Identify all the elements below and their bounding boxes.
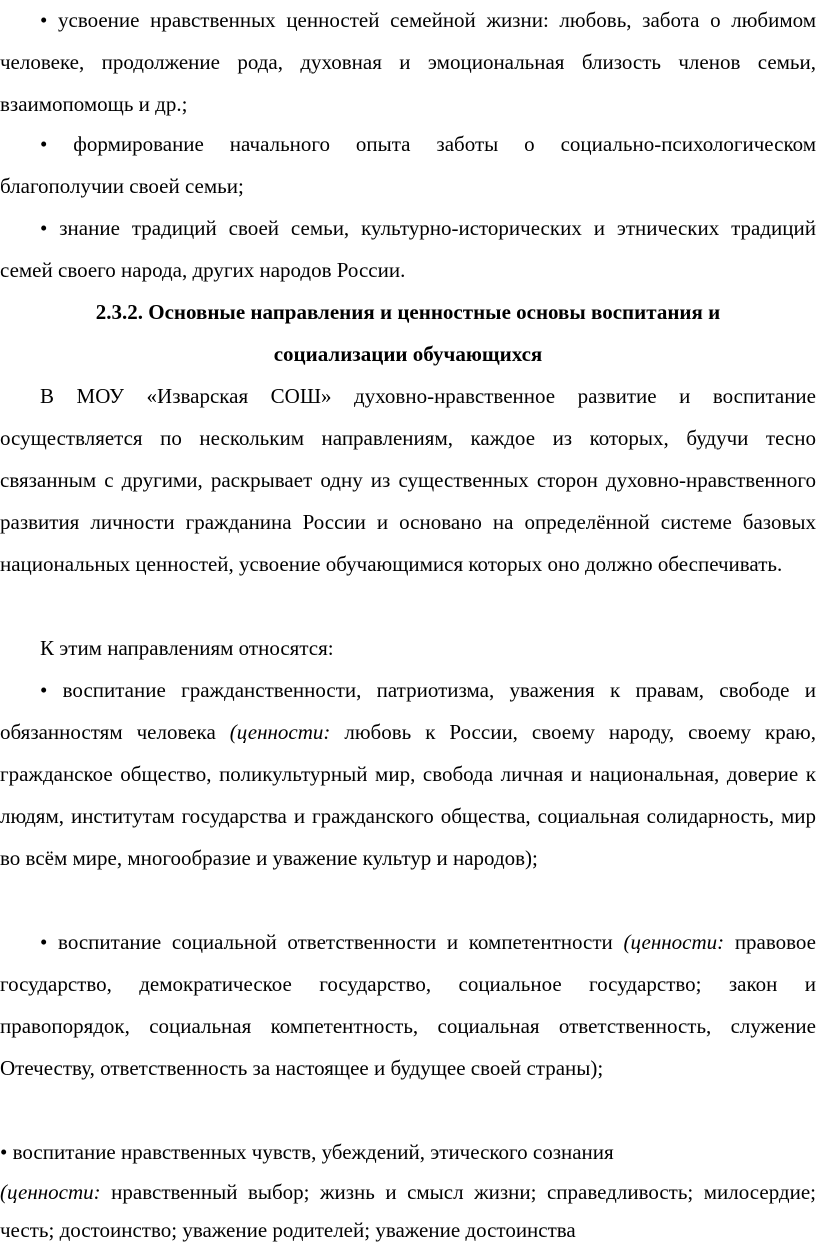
values-label: (ценности: bbox=[0, 1180, 101, 1204]
section-heading-line2: социализации обучающихся bbox=[273, 342, 543, 366]
bullet-item-traditions bbox=[0, 207, 816, 291]
bullet-text: формирование начального опыта заботы о социально-психологическом благополучии своей семьи; bbox=[0, 132, 816, 198]
bullet-line bbox=[0, 1131, 816, 1173]
intro-paragraph: В МОУ «Изварская СОШ» духовно-нравственное развитие и воспитание осуществляется по нескольким направлениям, каждое из которых, будучи тесно связанным с другими, раскрывает одну из существенных сторон духовно-нравственного развития личности гражданина России и основано на определённой системе базовых национальных ценностей, усвоение обучающимися которых оно должно обеспечивать. bbox=[0, 384, 816, 576]
bullet-text-values: нравственный выбор; жизнь и смысл жизни; справедливость; милосердие; честь; достоинство; уважение родителей; уважение достоинства bbox=[0, 1180, 816, 1242]
bullet-icon: • bbox=[40, 930, 48, 954]
section-heading-line1: 2.3.2. Основные направления и ценностные основы воспитания и bbox=[95, 300, 721, 324]
bullet-icon: • bbox=[40, 216, 48, 240]
bullet-text: воспитание нравственных чувств, убеждений, этического сознания bbox=[12, 1140, 614, 1164]
section-heading bbox=[0, 291, 816, 375]
bullet-text-values: любовь к России, своему народу, своему краю, гражданское общество, поликультурный мир, свобода личная и национальная, доверие к людям, институтам государства и гражданского общества, социальная солидарность, мир во всём мире, многообразие и уважение культур и народов); bbox=[0, 720, 816, 870]
bullet-icon: • bbox=[0, 1140, 8, 1164]
bullet-item-family-values bbox=[0, 0, 816, 125]
bullet-icon: • bbox=[40, 678, 48, 702]
bullet-text-values: правовое государство, демократическое государство, социальное государство; закон и правопорядок, социальная компетентность, социальная ответственность, служение Отечеству, ответственность за настоящее и будущее своей страны); bbox=[0, 930, 816, 1080]
bullet-item-citizenship bbox=[0, 669, 816, 879]
bullet-item-social-responsibility bbox=[0, 921, 816, 1089]
bullet-item-care-experience bbox=[0, 123, 816, 207]
bullet-text: усвоение нравственных ценностей семейной жизни: любовь, забота о любимом человеке, продолжение рода, духовная и эмоциональная близость членов семьи, взаимопомощь и др.; bbox=[0, 8, 816, 116]
bullet-icon: • bbox=[40, 132, 48, 156]
values-label: (ценности: bbox=[229, 720, 331, 744]
bullet-text: знание традиций своей семьи, культурно-исторических и этнических традиций семей своего народа, других народов России. bbox=[0, 216, 816, 282]
bullet-text: воспитание социальной ответственности и компетентности bbox=[58, 930, 624, 954]
bullet-text: воспитание гражданственности, патриотизма, уважения к правам, свободе и обязанностям человека bbox=[0, 678, 816, 744]
bullet-continuation bbox=[0, 1173, 816, 1249]
directions-lead-paragraph: К этим направлениям относятся: bbox=[40, 636, 334, 660]
values-label: (ценности: bbox=[623, 930, 725, 954]
bullet-icon: • bbox=[40, 8, 48, 32]
bullet-item-moral-feelings bbox=[0, 1131, 816, 1249]
